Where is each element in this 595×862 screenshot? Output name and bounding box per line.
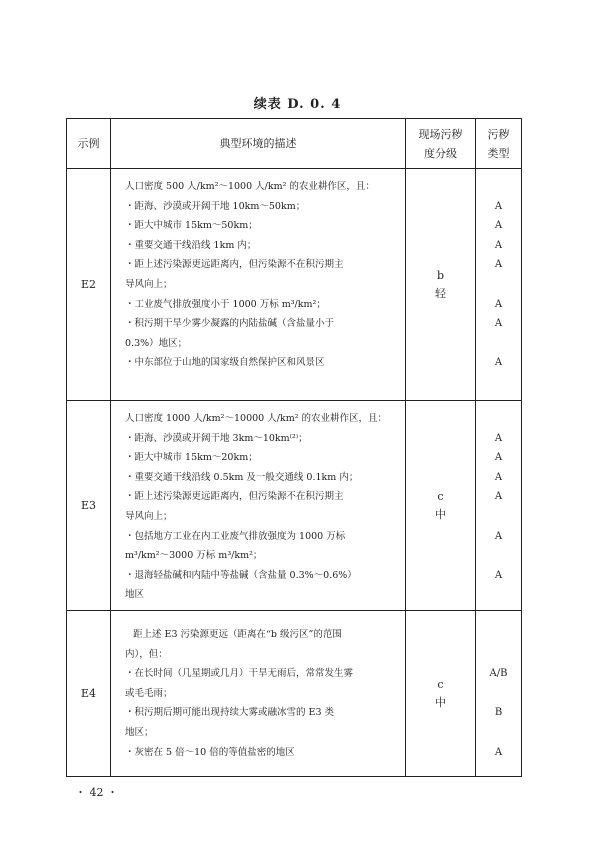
description-line: ・距大中城市 15km～50km； [125, 220, 258, 232]
description-cell [111, 401, 406, 611]
description-line: ・距大中城市 15km～20km； [125, 452, 258, 464]
type-value [476, 645, 521, 665]
table-row [67, 169, 522, 401]
description-line: ・灰密在 5 倍～10 倍的等值盐密的地区 [125, 746, 295, 758]
description-line: ・距上述污染源更远距离内，但污染源不在积污期主 [125, 259, 344, 271]
table-row [67, 611, 522, 777]
example-cell: E3 [67, 401, 111, 611]
type-value: A [494, 298, 503, 310]
description-line: 内），但： [125, 648, 168, 660]
type-value: A [494, 200, 503, 212]
type-value: A [494, 220, 503, 232]
type-value [476, 684, 521, 704]
grade-word: 中 [435, 695, 446, 709]
grade-cell [406, 401, 476, 611]
type-value: A [494, 471, 503, 483]
description-line: ・退海轻盐碱和内陆中等盐碱（含盐量 0.3%～0.6%） [125, 569, 357, 581]
type-value [476, 409, 521, 429]
type-value [476, 625, 521, 645]
type-value: B [494, 707, 503, 719]
description-line: ・距上述污染源更远距离内，但污染源不在积污期主 [125, 491, 344, 503]
description-line: 地区 [125, 589, 145, 601]
grade-cell [406, 611, 476, 777]
description-line: 人口密度 500 人/km²～1000 人/km² 的农业耕作区，且： [125, 181, 375, 192]
grade-cell [406, 169, 476, 401]
type-value [476, 585, 521, 605]
example-cell: E4 [67, 611, 111, 777]
type-value: A [494, 432, 503, 444]
type-value: A [494, 239, 503, 251]
example-cell: E2 [67, 169, 111, 401]
description-line: ・重要交通干线沿线 0.5km 及一般交通线 0.1km 内； [125, 471, 359, 483]
page-number: ・ 42 ・ [75, 786, 118, 799]
header-type: 污秽类型 [476, 119, 522, 169]
type-value: A [494, 491, 503, 503]
type-cell [476, 611, 522, 777]
description-line: 地区； [125, 726, 154, 738]
type-value [476, 546, 521, 566]
description-line: 或毛毛雨； [125, 687, 173, 699]
type-value: A [494, 357, 503, 369]
type-value: A [494, 530, 503, 542]
type-value [476, 334, 521, 354]
description-line: 导风向上； [125, 278, 173, 290]
description-line: ・积污期干旱少雾少凝露的内陆盐碱（含盐量小于 [125, 318, 335, 330]
description-line: 距上述 E3 污染源更远（距离在“b 级污区”的范围 [133, 629, 342, 640]
header-description: 典型环境的描述 [111, 119, 406, 169]
description-line: ・重要交通干线沿线 1km 内； [125, 239, 257, 251]
type-value [476, 723, 521, 743]
description-line: ・距海、沙漠或开阔干地 3km～10km⁽²⁾； [125, 432, 308, 444]
type-value: A [494, 318, 503, 330]
table-header-row [67, 119, 522, 169]
type-value [476, 177, 521, 197]
type-cell [476, 169, 522, 401]
description-line: ・包括地方工业在内工业废气排放强度为 1000 万标 [125, 530, 346, 542]
type-value: A [494, 259, 503, 271]
description-line: 人口密度 1000 人/km²～10000 人/km² 的农业耕作区，且： [125, 413, 388, 424]
grade-letter: c [437, 489, 444, 503]
description-line: 导风向上； [125, 510, 173, 522]
header-example: 示例 [67, 119, 111, 169]
type-value [476, 507, 521, 527]
description-line: m³/km²～3000 万标 m³/km²； [125, 550, 263, 562]
description-line: ・中东部位于山地的国家级自然保护区和风景区 [125, 357, 325, 369]
table-row [67, 401, 522, 611]
type-cell [476, 401, 522, 611]
environment-table [66, 118, 522, 777]
type-value [476, 275, 521, 295]
grade-letter: b [436, 268, 445, 282]
description-line: ・工业废气排放强度小于 1000 万标 m³/km²； [125, 298, 326, 310]
description-cell [111, 611, 406, 777]
type-value: A/B [489, 668, 508, 680]
type-value: A [494, 452, 503, 464]
description-line: 0.3%）地区； [125, 337, 188, 349]
grade-word: 中 [435, 507, 446, 521]
description-line: ・在长时间（几星期或几月）干旱无雨后，常常发生雾 [125, 668, 354, 680]
description-cell [111, 169, 406, 401]
table-title: 续表 D. 0. 4 [253, 97, 342, 112]
type-value: A [494, 569, 503, 581]
grade-letter: c [437, 677, 444, 691]
description-line: ・积污期后期可能出现持续大雾或融冰雪的 E3 类 [125, 707, 335, 719]
description-line: ・距海、沙漠或开阔干地 10km～50km； [125, 200, 306, 212]
header-grade: 现场污秽度分级 [406, 119, 476, 169]
grade-word: 轻 [435, 286, 446, 300]
type-value: A [494, 746, 503, 758]
